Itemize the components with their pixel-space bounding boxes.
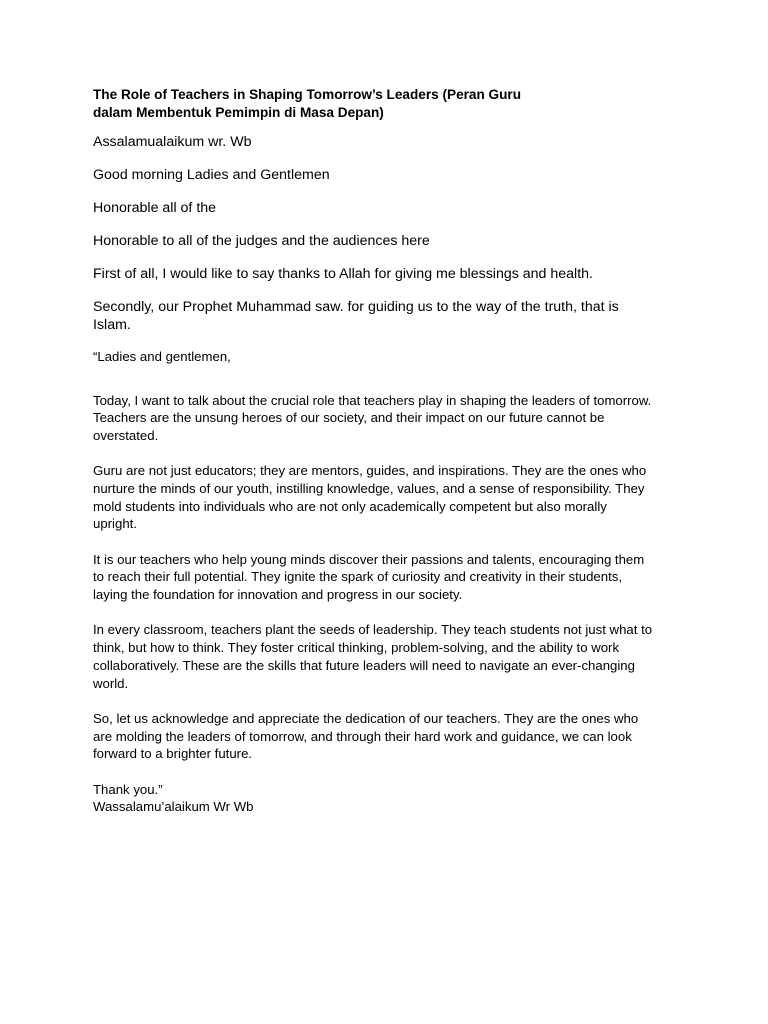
title-line-2: dalam Membentuk Pemimpin di Masa Depan) <box>93 105 384 120</box>
greeting-salam: Assalamualaikum wr. Wb <box>93 134 252 150</box>
paragraph-classroom: In every classroom, teachers plant the seeds of leadership. They teach students not just what to think, but how to think. They foster critical thinking, problem-solving, and the ability to work collaboratively. These are the skills that future leaders will need to navigate an ever-changing world. <box>93 622 653 691</box>
speech-opening: “Ladies and gentlemen, <box>93 349 231 364</box>
paragraph-young-minds: It is our teachers who help young minds discover their passions and talents, encouraging them to reach their full potential. They ignite the spark of curiosity and creativity in their students, laying the foundation for innovation and progress in our society. <box>93 551 645 603</box>
greeting-prophet: Secondly, our Prophet Muhammad saw. for guiding us to the way of the truth, that is Islam. <box>93 299 619 333</box>
paragraph-today: Today, I want to talk about the crucial role that teachers play in shaping the leaders of tomorrow. Teachers are the unsung heroes of our society, and their impact on our future cannot be overstated. <box>93 392 652 443</box>
document-title <box>93 86 653 122</box>
greeting-good-morning: Good morning Ladies and Gentlemen <box>93 167 330 183</box>
greeting-thanks-allah: First of all, I would like to say thanks to Allah for giving me blessings and health. <box>93 266 593 282</box>
greeting-honorable-all: Honorable all of the <box>93 200 217 216</box>
greeting-honorable-judges: Honorable to all of the judges and the audiences here <box>93 233 430 249</box>
paragraph-guru: Guru are not just educators; they are mentors, guides, and inspirations. They are the ones who nurture the minds of our youth, instilling knowledge, values, and a sense of responsibility. They mold students into individuals who are not only academically competent but also morally upright. <box>93 463 647 532</box>
thank-you-line: Thank you.” <box>93 781 163 797</box>
document-body <box>93 86 653 816</box>
title-line-1: The Role of Teachers in Shaping Tomorrow’s Leaders (Peran Guru <box>93 87 522 102</box>
closing-salam: Wassalamu’alaikum Wr Wb <box>93 799 254 815</box>
paragraph-acknowledge: So, let us acknowledge and appreciate the dedication of our teachers. They are the ones who are molding the leaders of tomorrow, and through their hard work and guidance, we can look forward to a brighter future. <box>93 710 639 762</box>
